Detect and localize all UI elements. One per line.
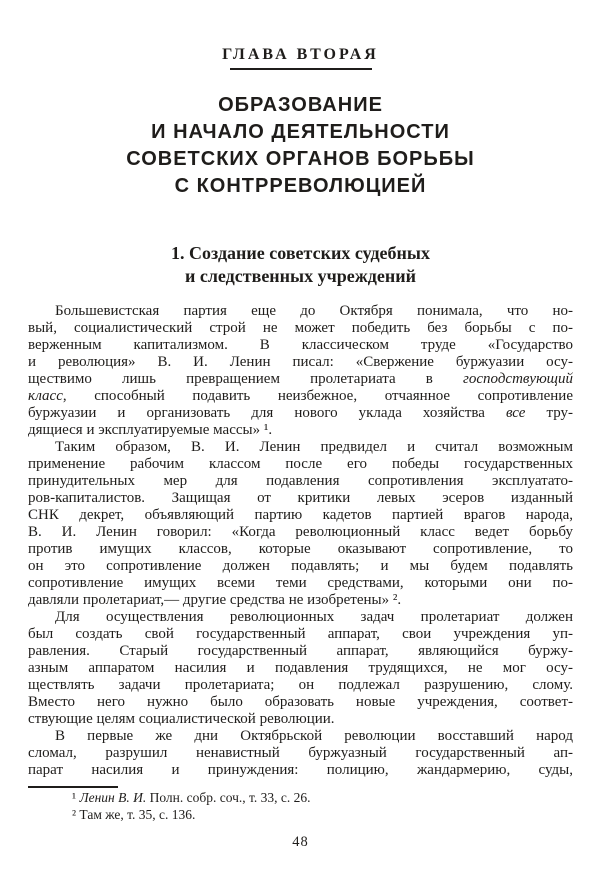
- paragraph: [28, 439, 573, 609]
- text-line: В. И. Ленин говорил: «Когда революционный класс ведет борьбу: [28, 524, 573, 540]
- text-line: применение рабочим классом после его победы государственных: [28, 456, 573, 472]
- text-line: Таким образом, В. И. Ленин предвидел и считал возможным: [55, 439, 573, 455]
- text-line: вый, социалистический строй не может победить без борьбы с по-: [28, 320, 573, 336]
- text-line: равления. Старый государственный аппарат, являющийся буржу-: [28, 643, 573, 659]
- text-line: ров-капиталистов. Защищая от критики левых эсеров изданный: [28, 490, 573, 506]
- section-title: [28, 242, 573, 288]
- paragraph: [28, 609, 573, 728]
- text-line: верженным капитализмом. В классическом труде «Государство: [28, 337, 573, 353]
- chapter-title-line: С КОНТРРЕВОЛЮЦИЕЙ: [174, 175, 427, 197]
- text-line: против имущих классов, которые оказывают сопротивление, то: [28, 541, 573, 557]
- chapter-title-line: ОБРАЗОВАНИЕ: [218, 94, 383, 116]
- text-line: Вместо него нужно было образовать новые учреждения, соответ-: [28, 694, 573, 710]
- paragraph: [28, 728, 573, 779]
- text-line: Для осуществления революционных задач пролетариат должен: [55, 609, 573, 625]
- section-title-line: 1. Создание советских судебных: [171, 243, 430, 263]
- chapter-label: ГЛАВА ВТОРАЯ: [222, 46, 379, 63]
- text-line: ствующие целям социалистической революции.: [28, 711, 335, 727]
- text-line: парат насилия и принуждения: полицию, жандармерию, суды,: [28, 762, 573, 778]
- text-line: ществлять задачи пролетариата; он подлежал разрушению, слому.: [28, 677, 573, 693]
- chapter-divider: [230, 68, 372, 70]
- text-line: класс, способный подавить неизбежное, отчаянное сопротивление: [28, 388, 573, 404]
- text-line: ществимо лишь превращением пролетариата в господствующий: [28, 371, 573, 387]
- text-line: дящиеся и эксплуатируемые массы» ¹.: [28, 422, 273, 438]
- footnote-divider: [28, 786, 118, 788]
- chapter-title-line: СОВЕТСКИХ ОРГАНОВ БОРЬБЫ: [126, 148, 475, 170]
- footnote-item: ¹ Ленин В. И. Полн. собр. соч., т. 33, с. 26.: [72, 790, 311, 805]
- section-title-line: и следственных учреждений: [184, 266, 417, 286]
- text-line: СНК декрет, объявляющий партию кадетов партией врагов народа,: [28, 507, 573, 523]
- text-line: Большевистская партия еще до Октября понимала, что но-: [55, 303, 573, 319]
- text-line: был создать свой государственный аппарат, свои учреждения уп-: [28, 626, 573, 642]
- chapter-title: [28, 92, 573, 200]
- text-line: буржуазии и организовать для нового уклада хозяйства все тру-: [28, 405, 573, 421]
- footnote-item: ² Там же, т. 35, с. 136.: [72, 806, 196, 822]
- text-line: сопротивление имущих всеми теми средствами, которыми они по-: [28, 575, 573, 591]
- text-line: сломал, разрушил ненавистный буржуазный государственный ап-: [28, 745, 573, 761]
- text-line: принудительных мер для подавления сопротивления эксплуатато-: [28, 473, 573, 489]
- text-line: азным аппаратом насилия и подавления трудящихся, не мог осу-: [28, 660, 573, 676]
- text-line: давляли пролетариат,— другие средства не изобретены» ².: [28, 592, 402, 608]
- body-text: [28, 303, 573, 779]
- text-line: В первые же дни Октябрьской революции восставший народ: [55, 728, 573, 744]
- page-number: 48: [292, 834, 309, 850]
- footnotes: [28, 790, 573, 823]
- text-line: и революция» В. И. Ленин писал: «Свержение буржуазии осу-: [28, 354, 573, 370]
- paragraph: [28, 303, 573, 439]
- text-line: он это сопротивление должен подавлять; и мы будем подавлять: [28, 558, 573, 574]
- chapter-title-line: И НАЧАЛО ДЕЯТЕЛЬНОСТИ: [151, 121, 450, 143]
